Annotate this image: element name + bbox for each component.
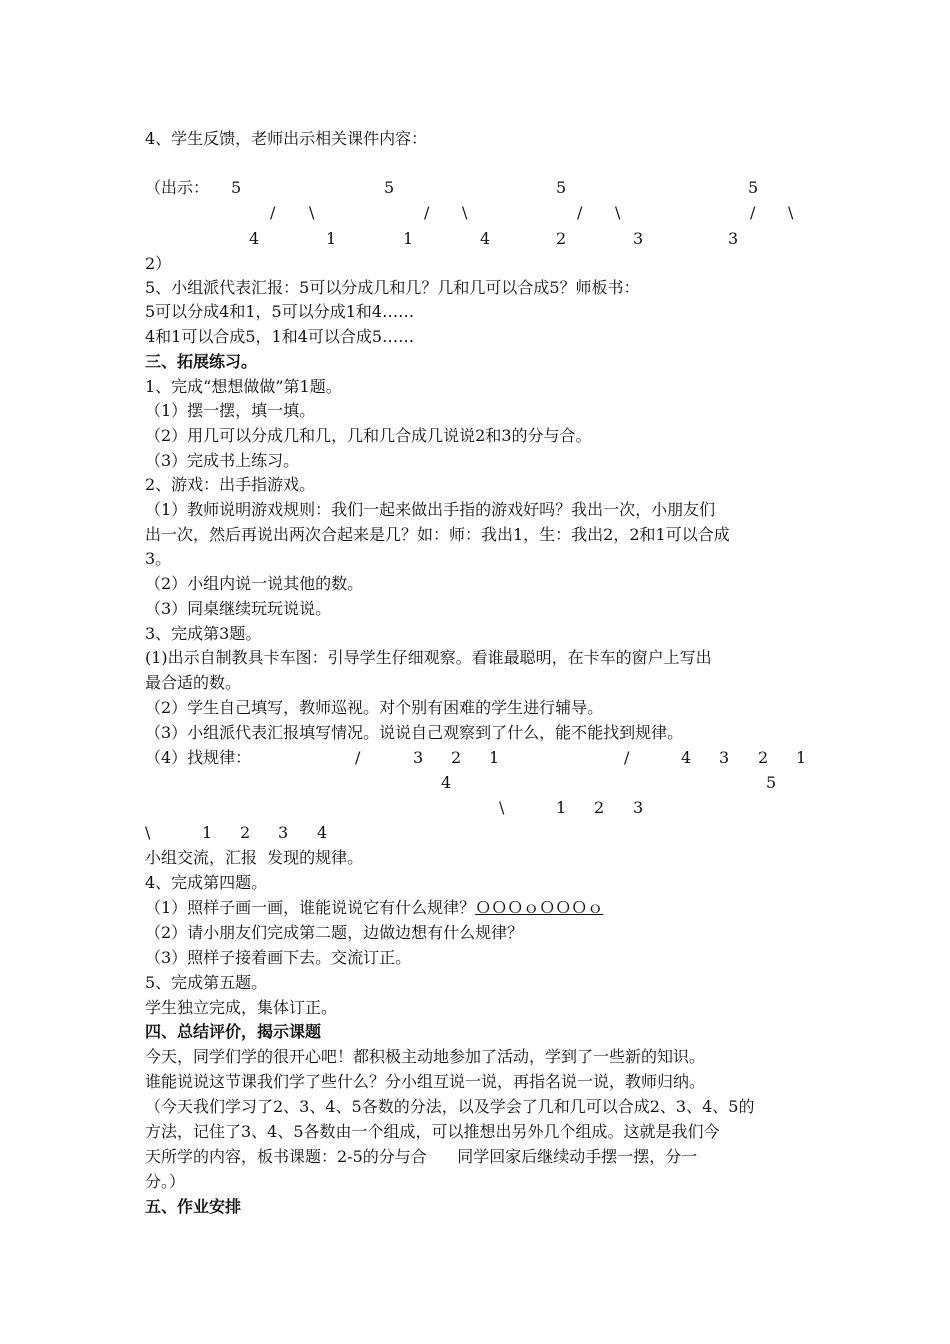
text-line: （2）用几可以分成几和几，几和几合成几说说2和3的分与合。 [145, 426, 592, 445]
diagram-top-number: 5 [556, 178, 567, 197]
pattern-label: （4）找规律： [145, 748, 252, 767]
text-line: （3）小组派代表汇报填写情况。说说自己观察到了什么，能不能找到规律。 [145, 723, 684, 742]
diagram-bottom-number: 2 [556, 229, 567, 248]
text-line: 学生独立完成，集体订正。 [145, 998, 338, 1017]
diagram-bottom-number: 3 [633, 229, 644, 248]
text-line: 3。 [145, 549, 172, 568]
circle-pattern: ＯＯＯｏＯＯＯｏ [475, 898, 604, 917]
pattern-slash: / [355, 748, 361, 767]
diagram-backslash: \ [615, 203, 621, 222]
pattern-number: 1 [556, 798, 567, 817]
text-line: 出一次，然后再说出两次合起来是几？如：师：我出1，生：我出2，2和1可以合成 [145, 525, 730, 544]
text-line: （1）摆一摆，填一填。 [145, 401, 316, 420]
pattern-number: 4 [441, 773, 452, 792]
diagram-slash: / [750, 203, 756, 222]
diagram-bottom-number: 4 [480, 229, 491, 248]
text-line: （3）完成书上练习。 [145, 451, 300, 470]
diagram-bottom-number: 1 [403, 229, 414, 248]
text-line: 4和1可以合成5，1和4可以合成5…… [145, 327, 415, 346]
pattern-number: 2 [240, 823, 251, 842]
section-heading: 五、作业安排 [145, 1197, 242, 1216]
pattern-number: 3 [413, 748, 424, 767]
pattern-number: 5 [766, 773, 777, 792]
paragraph-line: 谁能说说这节课我们学了些什么？分小组互说一说，再指名说一说，教师归纳。 [145, 1072, 706, 1091]
text-line: （3）同桌继续玩玩说说。 [145, 599, 332, 618]
paragraph-line: （今天我们学习了2、3、4、5各数的分法，以及学会了几和几可以合成2、3、4、5的 [145, 1097, 755, 1116]
text-line: （2）小组内说一说其他的数。 [145, 574, 364, 593]
diagram-bottom-number: 1 [326, 229, 337, 248]
text-line: 5、小组派代表汇报：5可以分成几和几？几和几可以合成5？师板书： [145, 278, 640, 297]
diagram-backslash: \ [309, 203, 315, 222]
pattern-number: 4 [317, 823, 328, 842]
diagram-backslash: \ [462, 203, 468, 222]
text-line: (1)出示自制教具卡车图：引导学生仔细观察。看谁最聪明，在卡车的窗户上写出 [145, 648, 712, 667]
paragraph-line: 天所学的内容，板书课题：2-5的分与合 同学回家后继续动手摆一摆，分一 [145, 1147, 698, 1166]
pattern-backslash: \ [145, 823, 151, 842]
text-line: 最合适的数。 [145, 673, 242, 692]
pattern-number: 1 [489, 748, 500, 767]
pattern-slash: / [624, 748, 630, 767]
diagram-backslash: \ [788, 203, 794, 222]
section-heading: 三、拓展练习。 [145, 352, 258, 371]
pattern-number: 2 [758, 748, 769, 767]
text-segment: （1）照样子画一画，谁能说说它有什么规律？ [145, 898, 476, 917]
diagram-top-number: 5 [748, 178, 759, 197]
text-line: 3、完成第3题。 [145, 624, 262, 643]
text-line: 4、学生反馈，老师出示相关课件内容： [145, 129, 428, 148]
text-line: 5、完成第五题。 [145, 973, 268, 992]
diagram-top-number: 5 [231, 178, 242, 197]
text-line: 小组交流，汇报 发现的规律。 [145, 848, 364, 867]
pattern-number: 1 [202, 823, 213, 842]
text-line: （2）学生自己填写，教师巡视。对个别有困难的学生进行辅导。 [145, 698, 604, 717]
diagram-top-number: 5 [384, 178, 395, 197]
paragraph-line: 分。） [145, 1172, 186, 1191]
paragraph-line: 今天，同学们学的很开心吧！都积极主动地参加了活动，学到了一些新的知识。 [145, 1047, 706, 1066]
text-line [145, 898, 603, 918]
diagram-bottom-number: 4 [249, 229, 260, 248]
pattern-backslash: \ [499, 798, 505, 817]
section-heading: 四、总结评价，揭示课题 [145, 1022, 322, 1041]
diagram-slash: / [577, 203, 583, 222]
pattern-number: 2 [451, 748, 462, 767]
pattern-number: 2 [594, 798, 605, 817]
diagram-tail: 2） [145, 254, 172, 273]
text-line: 1、完成“想想做做”第1题。 [145, 377, 342, 396]
paragraph-line: 方法，记住了3、4、5各数由一个组成，可以推想出另外几个组成。这就是我们今 [145, 1122, 720, 1141]
pattern-number: 3 [278, 823, 289, 842]
text-line: 4、完成第四题。 [145, 873, 268, 892]
pattern-number: 3 [633, 798, 644, 817]
pattern-number: 1 [796, 748, 807, 767]
diagram-lead: （出示： [145, 178, 210, 197]
diagram-slash: / [424, 203, 430, 222]
diagram-bottom-number: 3 [728, 229, 739, 248]
diagram-slash: / [270, 203, 276, 222]
pattern-number: 4 [681, 748, 692, 767]
text-line: 2、游戏：出手指游戏。 [145, 475, 316, 494]
text-line: （2）请小朋友们完成第二题，边做边想有什么规律？ [145, 923, 524, 942]
text-line: （1）教师说明游戏规则：我们一起来做出手指的游戏好吗？我出一次，小朋友们 [145, 500, 716, 519]
pattern-number: 3 [719, 748, 730, 767]
text-line: 5可以分成4和1，5可以分成1和4…… [145, 302, 415, 321]
text-line: （3）照样子接着画下去。交流订正。 [145, 948, 412, 967]
